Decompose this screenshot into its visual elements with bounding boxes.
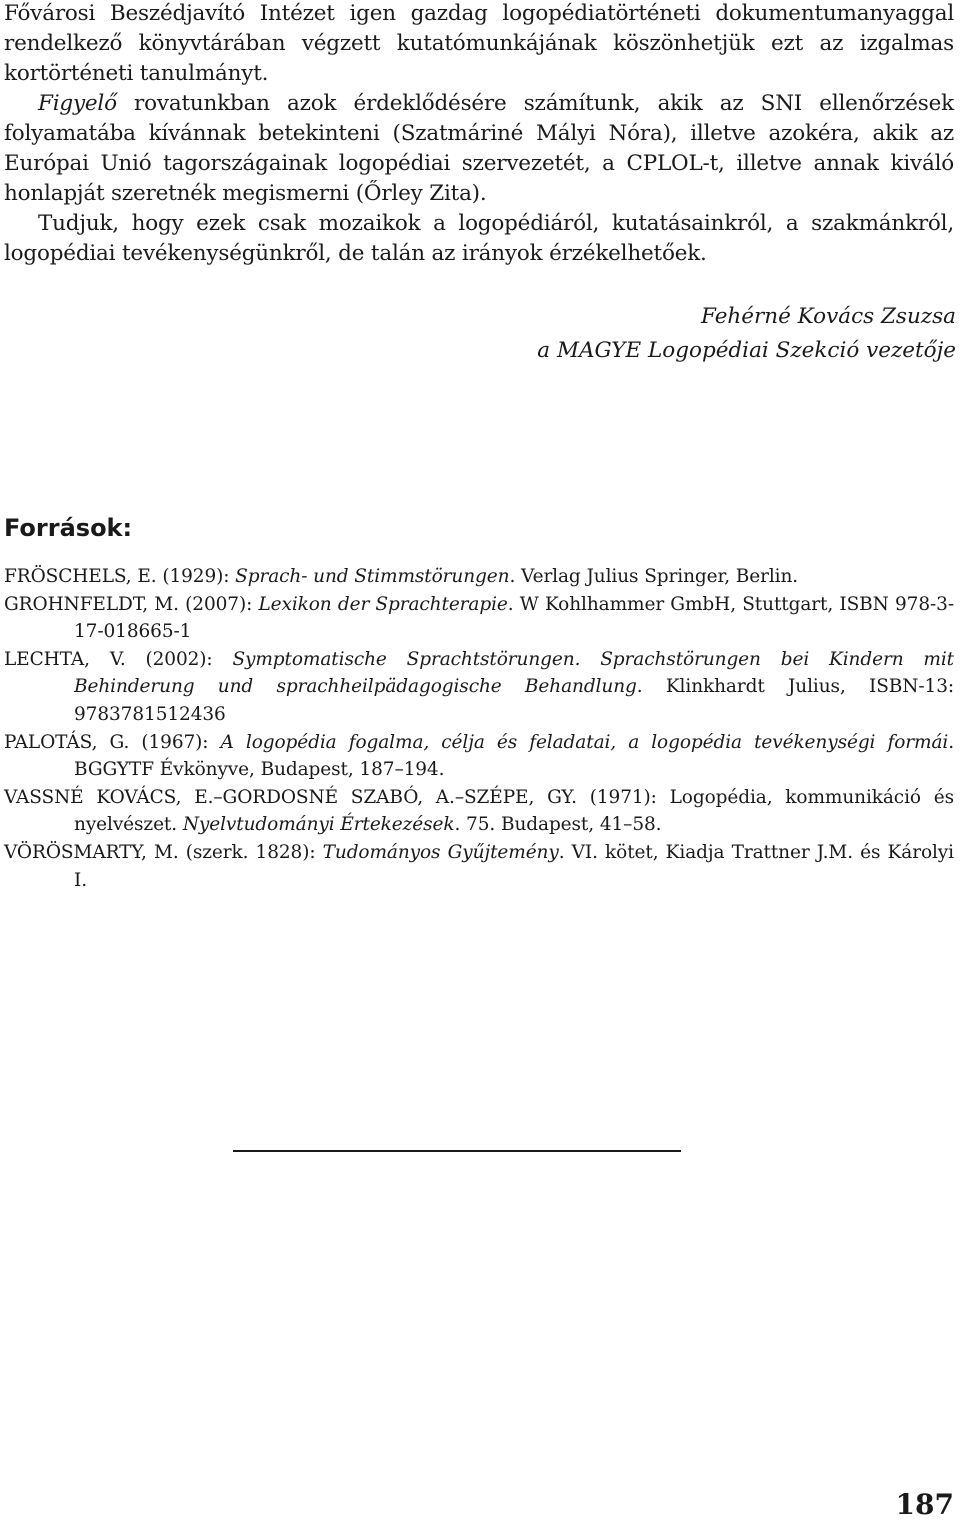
reference-title: Tudományos Gyűjtemény bbox=[322, 841, 559, 863]
page-number: 187 bbox=[895, 1488, 954, 1521]
figyelo-rubric: Figyelő bbox=[38, 91, 117, 116]
reference-item bbox=[4, 729, 954, 784]
reference-title: Lexikon der Sprachterapie bbox=[258, 593, 508, 615]
reference-author: PALOTÁS, G. (1967): bbox=[4, 731, 221, 753]
paragraph-1: Fővárosi Beszédjavító Intézet igen gazdag logopédiatörténeti dokumentumanyaggal rendelkező könyvtárában végzett kutatómunkájának köszönhetjük ezt az izgalmas kortörténeti tanulmányt. bbox=[4, 1, 954, 86]
reference-author: VASSNÉ KOVÁCS, E.–GORDOSNÉ SZABÓ, A.–SZÉPE, GY. (1971): Logopédia, kommunikáció és nyelvészet. bbox=[4, 786, 954, 836]
reference-item bbox=[4, 563, 954, 591]
reference-title: Symptomatische Sprachtstörungen. Sprachstörungen bei Kindern mit Behinderung und sprachheilpädagogische Behandlung bbox=[74, 648, 954, 698]
reference-publisher: . W Kohlhammer GmbH, Stuttgart, ISBN 978-3-17-018665-1 bbox=[74, 593, 954, 643]
reference-author: GROHNFELDT, M. (2007): bbox=[4, 593, 259, 615]
reference-item bbox=[4, 646, 954, 729]
signature-name: Fehérné Kovács Zsuzsa bbox=[700, 304, 956, 329]
end-rule bbox=[233, 1150, 681, 1152]
reference-publisher: . 75. Budapest, 41–58. bbox=[454, 814, 662, 836]
signature-block bbox=[537, 300, 956, 368]
reference-title: Nyelvtudományi Értekezések bbox=[182, 814, 455, 836]
reference-item bbox=[4, 839, 954, 894]
reference-author: LECHTA, V. (2002): bbox=[4, 648, 233, 670]
reference-item bbox=[4, 591, 954, 646]
reference-title: A logopédia fogalma, célja és feladatai, a logopédia tevékenységi formái bbox=[220, 731, 949, 753]
reference-title: Sprach- und Stimmstörungen bbox=[235, 566, 510, 587]
reference-publisher: . Klinkhardt Julius, ISBN-13: 9783781512436 bbox=[74, 676, 954, 725]
reference-publisher: . BGGYTF Évkönyve, Budapest, 187–194. bbox=[74, 731, 954, 781]
reference-publisher: . Verlag Julius Springer, Berlin. bbox=[509, 566, 799, 587]
article-body bbox=[4, 0, 954, 269]
paragraph-2-text: rovatunkban azok érdeklődésére számítunk, akik az SNI ellenőrzések folyamatába kívánnak betekinteni (Szatmáriné Mályi Nóra), illetve azokéra, akik az Európai Unió tagországainak logopédiai szervezetét, a CPLOL-t, illetve annak kiváló honlapját szeretnék megismerni (Őrley Zita). bbox=[4, 91, 954, 206]
reference-publisher: . VI. kötet, Kiadja Trattner J.M. és Károlyi I. bbox=[74, 841, 954, 891]
sources-heading: Források: bbox=[4, 514, 133, 542]
paragraph-3: Tudjuk, hogy ezek csak mozaikok a logopédiáról, kutatásainkról, a szakmánkról, logopédiai tevékenységünkről, de talán az irányok érzékelhetőek. bbox=[4, 211, 954, 266]
reference-author: FRÖSCHELS, E. (1929): bbox=[4, 566, 236, 587]
signature-role: a MAGYE Logopédiai Szekció vezetője bbox=[537, 338, 956, 363]
paragraph-2 bbox=[4, 89, 954, 209]
reference-list bbox=[4, 563, 954, 894]
reference-item bbox=[4, 784, 954, 839]
reference-author: VÖRÖSMARTY, M. (szerk. 1828): bbox=[4, 841, 323, 863]
